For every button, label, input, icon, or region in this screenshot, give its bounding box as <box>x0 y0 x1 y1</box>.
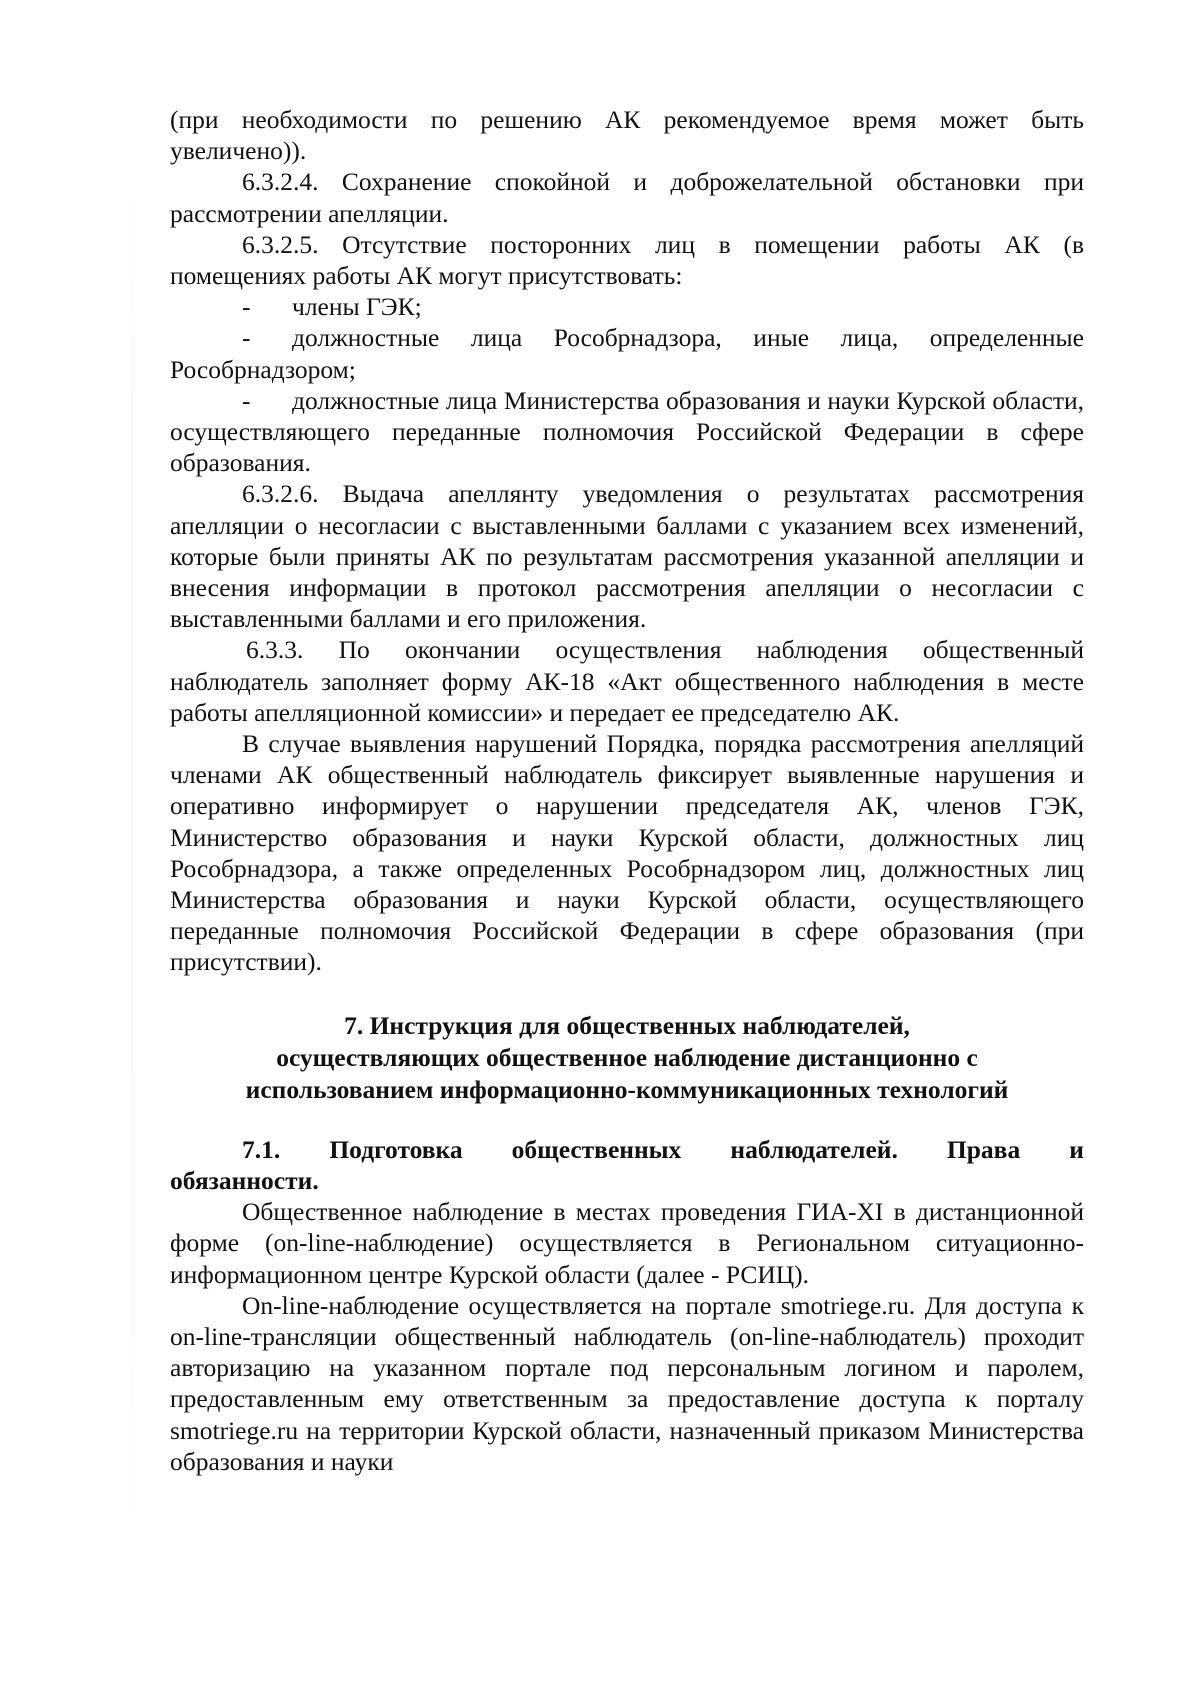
subsection-number: 7.1. <box>242 1134 281 1164</box>
list-item <box>170 322 1084 384</box>
paragraph-online-observation: Общественное наблюдение в местах проведения ГИА-XI в дистанционной форме (on-line-наблюдение) осуществляется в Региональном ситуационно-информационном центре Курской области (далее - РСИЦ). <box>170 1197 1084 1289</box>
paragraph-6-3-2-5: 6.3.2.5. Отсутствие посторонних лиц в помещении работы АК (в помещениях работы АК могут присутствовать: <box>170 229 1084 291</box>
scan-edge-shadow <box>132 150 133 1570</box>
section-heading <box>170 1010 1084 1106</box>
list-item <box>170 385 1084 479</box>
list-item-text: должностные лица Министерства образования и науки Курской области, осуществляющего переданные полномочия Российской Федерации в сфере образования. <box>170 385 1084 478</box>
list-item-text: должностные лица Рособрнадзора, иные лица, определенные Рособрнадзором; <box>170 323 1084 384</box>
paragraph-smotriege: On-line-наблюдение осуществляется на портале smotriege.ru. Для доступа к on-line-трансляции общественный наблюдатель (on-line-наблюдатель) проходит авторизацию на указанном портале под персональным логином и паролем, предоставленным ему ответственным за предоставление доступа к порталу smotriege.ru на территории Курской области, назначенный приказом Министерства образования и науки <box>170 1290 1084 1476</box>
list-dash: - <box>242 292 251 322</box>
paragraph-violations: В случае выявления нарушений Порядка, порядка рассмотрения апелляций членами АК общественный наблюдатель фиксирует выявленные нарушения и оперативно информирует о нарушении председателя АК, членов ГЭК, Министерство образования и науки Курской области, должностных лиц Рособрнадзора, а также определенных Рособрнадзором лиц, должностных лиц Министерства образования и науки Курской области, осуществляющего переданные полномочия Российской Федерации в сфере образования (при присутствии). <box>170 729 1084 977</box>
paragraph-6-3-2-4: 6.3.2.4. Сохранение спокойной и доброжелательной обстановки при рассмотрении апелляции. <box>170 167 1084 228</box>
list-dash: - <box>242 323 251 353</box>
paragraph-6-3-3: 6.3.3. По окончании осуществления наблюдения общественный наблюдатель заполняет форму АК-18 «Акт общественного наблюдения в месте работы апелляционной комиссии» и передает ее председателю АК. <box>170 635 1084 727</box>
list-dash: - <box>242 385 251 415</box>
document-body <box>170 104 1084 1477</box>
list-item-text: члены ГЭК; <box>292 292 422 322</box>
paragraph-continuation: (при необходимости по решению АК рекомендуемое время может быть увеличено)). <box>170 105 1084 166</box>
section-heading-line: осуществляющих общественное наблюдение дистанционно с <box>276 1042 978 1072</box>
section-heading-line: 7. Инструкция для общественных наблюдателей, <box>344 1010 910 1040</box>
list-item <box>170 291 1084 322</box>
paragraph-6-3-2-6: 6.3.2.6. Выдача апеллянту уведомления о результатах рассмотрения апелляции о несогласии с выставленными баллами с указанием всех изменений, которые были приняты АК по результатам рассмотрения указанной апелляции и внесения информации в протокол рассмотрения апелляции о несогласии с выставленными баллами и его приложения. <box>170 479 1084 634</box>
subsection-heading <box>170 1134 1084 1196</box>
section-heading-line: использованием информационно-коммуникационных технологий <box>245 1074 1009 1104</box>
subsection-title: Подготовка общественных наблюдателей. Права и обязанности. <box>170 1134 1084 1195</box>
